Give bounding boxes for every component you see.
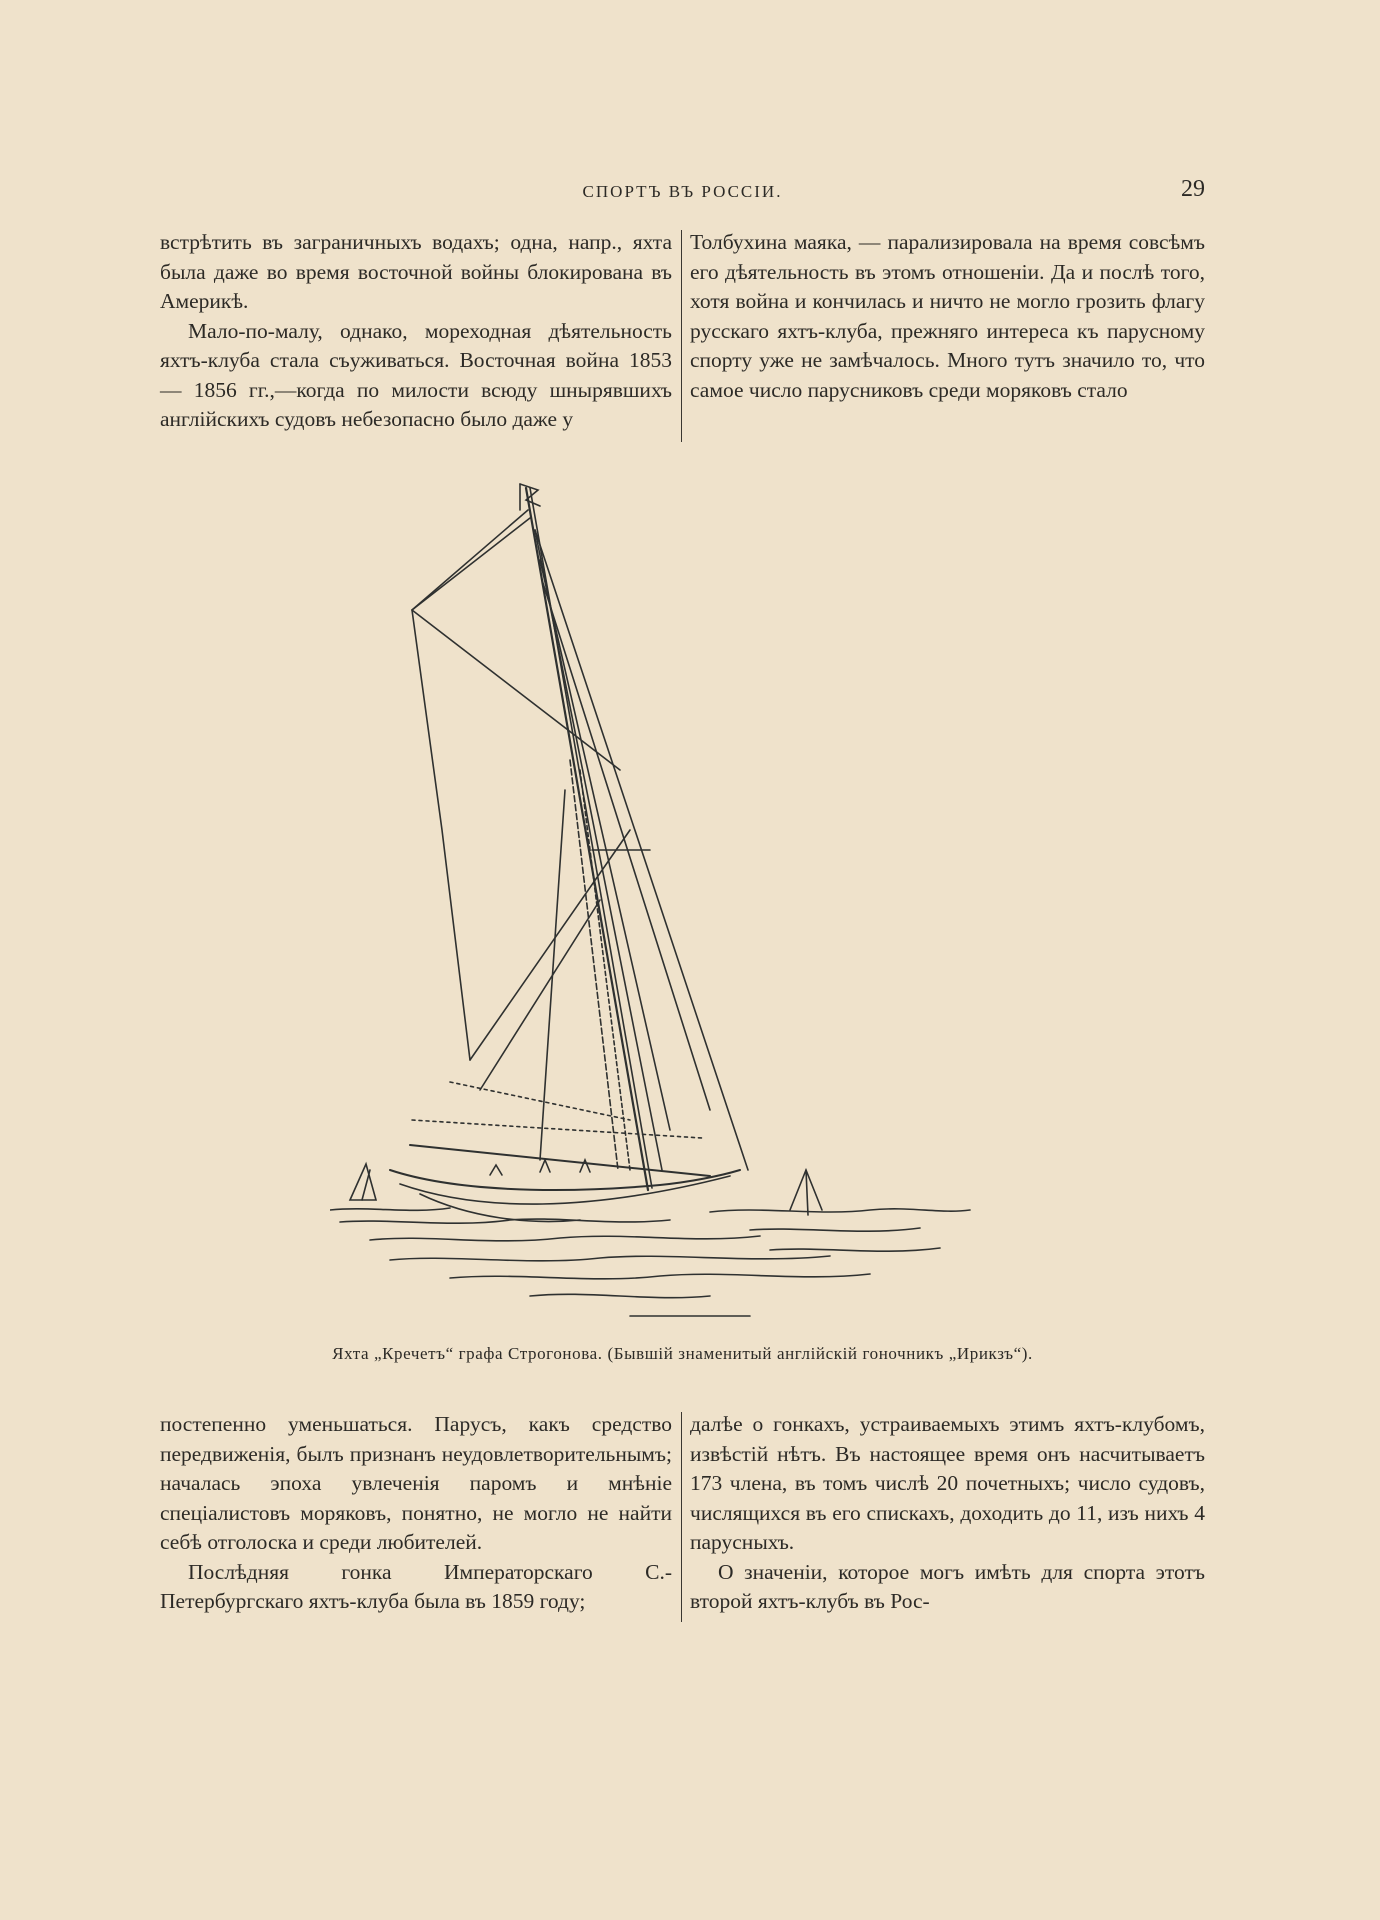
- paragraph: Мало-по-малу, однако, мореходная дѣятельность яхтъ-клуба стала съуживаться. Восточная война 1853 — 1856 гг.,—когда по милости всюду шнырявшихъ англійскихъ судовъ небезопасно было даже у: [160, 318, 672, 431]
- paragraph: встрѣтить въ заграничныхъ водахъ; одна, напр., яхта была даже во время восточной войны блокирована въ Америкѣ.: [160, 230, 672, 313]
- top-left-column: [160, 228, 672, 435]
- yacht-illustration: [330, 470, 1050, 1330]
- paragraph: О значеніи, которое могъ имѣть для спорта этотъ второй яхтъ-клубъ въ Рос-: [690, 1559, 1205, 1613]
- bottom-right-column: [690, 1410, 1205, 1617]
- page-number: 29: [1181, 176, 1205, 202]
- figure-caption: Яхта „Кречетъ“ графа Строгонова. (Бывшій знаменитый англійскій гоночникъ „Ирикзъ“).: [332, 1344, 1033, 1363]
- column-rule: [681, 1412, 682, 1622]
- bottom-left-column: [160, 1410, 672, 1617]
- top-right-column: [690, 228, 1205, 405]
- paragraph: постепенно уменьшаться. Парусъ, какъ средство передвиженія, былъ признанъ неудовлетворительнымъ; началась эпоха увлеченія паромъ и мнѣніе спеціалистовъ моряковъ, понятно, не могло не найти себѣ отголоска и среди любителей.: [160, 1412, 672, 1554]
- running-title: СПОРТЪ ВЪ РОССІИ.: [582, 182, 783, 201]
- paragraph: Послѣдняя гонка Императорскаго С.-Петербургскаго яхтъ-клуба была въ 1859 году;: [160, 1559, 672, 1613]
- column-rule: [681, 230, 682, 442]
- paragraph: Толбухина маяка, — парализировала на время совсѣмъ его дѣятельность въ этомъ отношеніи. Да и послѣ того, хотя война и кончилась и ничто не могло грозить флагу русскаго яхтъ-клуба, прежняго интереса къ парусному спорту уже не замѣчалось. Много тутъ значило то, что самое число парусниковъ среди моряковъ стало: [690, 230, 1205, 402]
- running-head: [160, 176, 1205, 206]
- paragraph: далѣе о гонкахъ, устраиваемыхъ этимъ яхтъ-клубомъ, извѣстій нѣтъ. Въ настоящее время онъ насчитываетъ 173 члена, въ томъ числѣ 20 почетныхъ; число судовъ, числящихся въ его спискахъ, доходить до 11, изъ нихъ 4 парусныхъ.: [690, 1412, 1205, 1554]
